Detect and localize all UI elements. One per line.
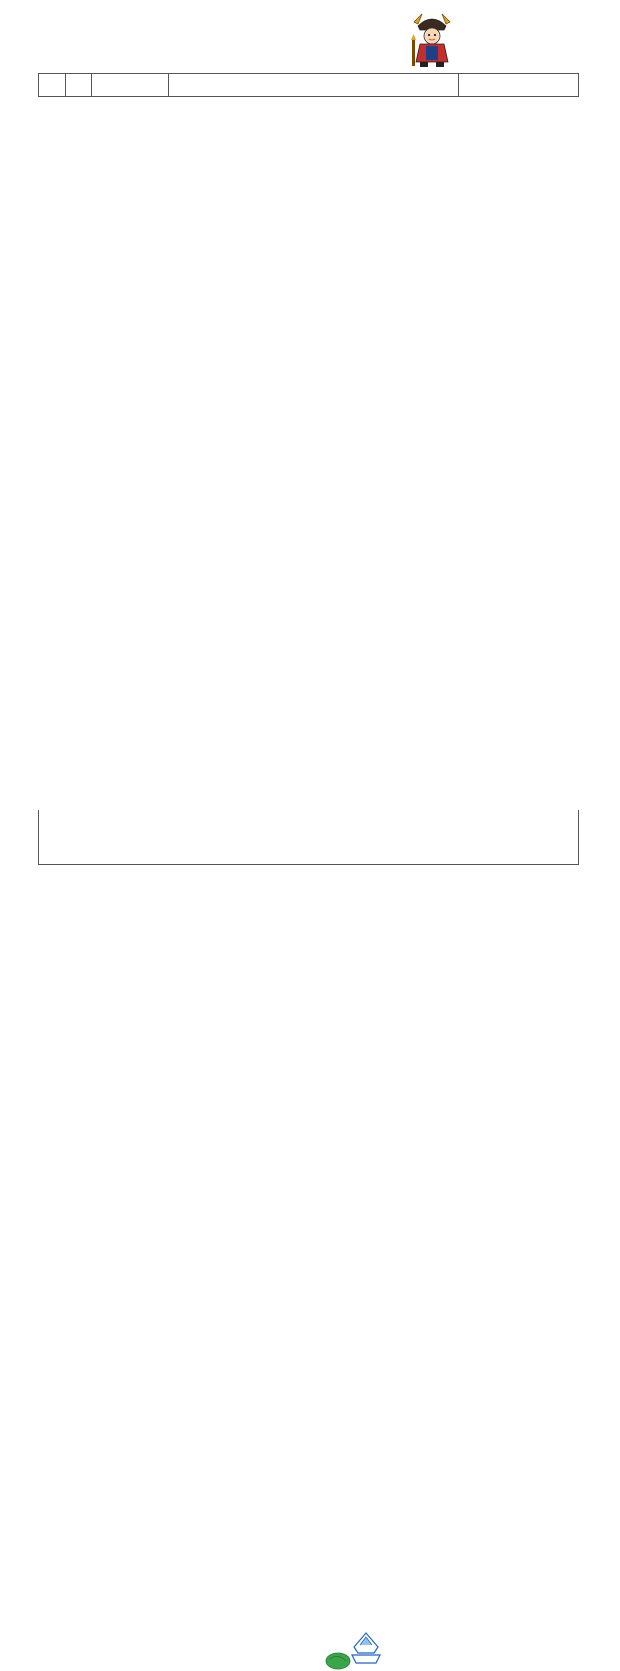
menu-table (38, 73, 579, 97)
header-day (39, 74, 66, 97)
samurai-doll-icon (408, 10, 456, 68)
page-header (0, 0, 620, 70)
header-lunch (169, 74, 459, 97)
footer-notes (38, 810, 579, 865)
header-pm-snack (458, 74, 578, 97)
header-am-snack (92, 74, 169, 97)
table-header-row (39, 74, 579, 97)
kabuto-helmet-icon (324, 1629, 384, 1671)
header-weekday (66, 74, 92, 97)
